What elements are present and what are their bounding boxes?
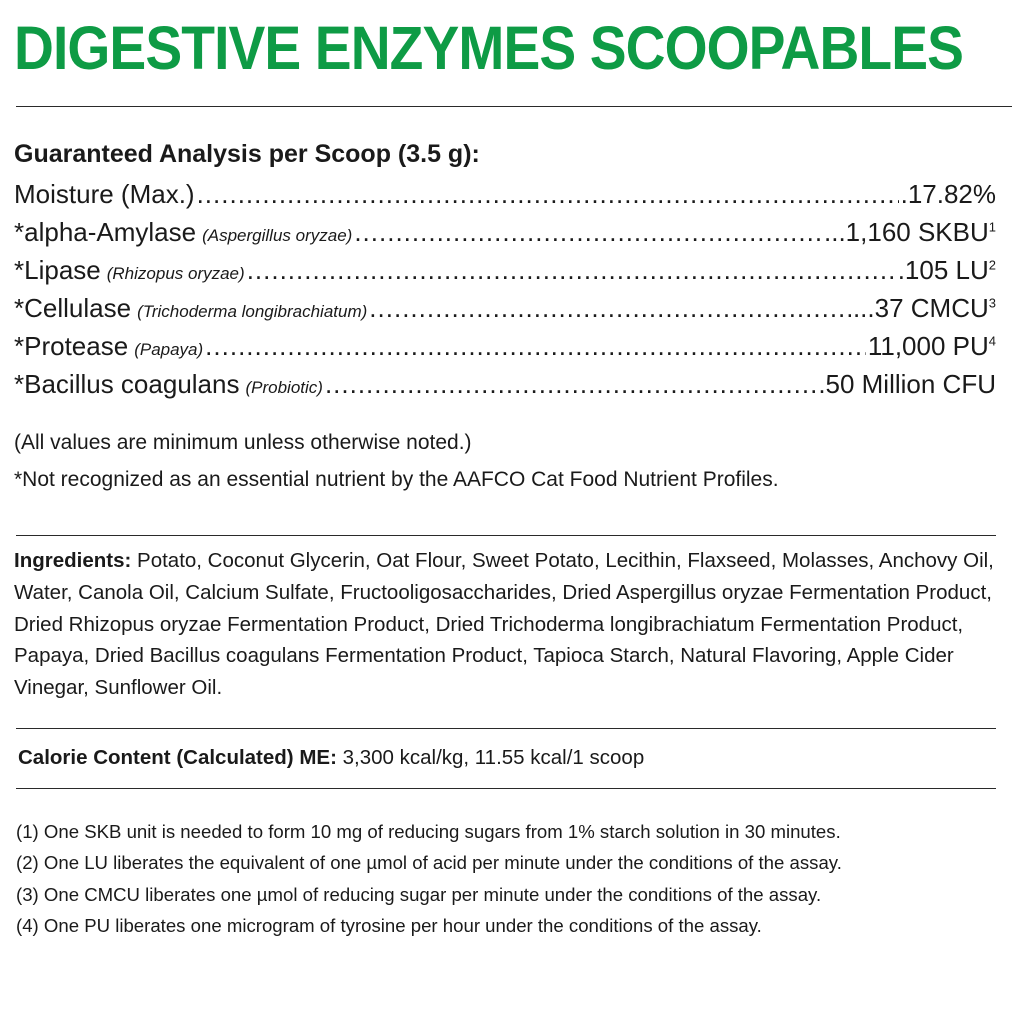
- footnote-item: (1) One SKB unit is needed to form 10 mg of reducing sugars from 1% starch solution in 30 minutes.: [16, 821, 841, 842]
- calorie-label: Calorie Content (Calculated) ME:: [18, 746, 337, 769]
- analysis-value: .17.82%: [900, 179, 996, 209]
- analysis-value-text: .105 LU: [897, 255, 989, 285]
- analysis-value-text: ...37 CMCU: [852, 293, 989, 323]
- analysis-name: *Cellulase: [14, 293, 132, 323]
- footnote-item: (4) One PU liberates one microgram of tyrosine per hour under the conditions of the assay.: [16, 914, 762, 936]
- footnotes-list: [16, 816, 1016, 941]
- analysis-name: *Protease: [14, 331, 129, 361]
- note-minimum-values: (All values are minimum unless otherwise noted.): [14, 431, 472, 454]
- analysis-source: (Trichoderma longibrachiatum): [137, 302, 368, 321]
- analysis-value-text: ...1,160 SKBU: [824, 217, 989, 247]
- divider-top: [16, 106, 1012, 107]
- note-aafco: *Not recognized as an essential nutrient by the AAFCO Cat Food Nutrient Profiles.: [14, 468, 779, 491]
- analysis-source: (Papaya): [134, 340, 204, 359]
- analysis-source: (Probiotic): [245, 378, 323, 397]
- ingredients-block: [14, 545, 1004, 704]
- analysis-name: *Bacillus coagulans: [14, 369, 240, 399]
- analysis-heading: Guaranteed Analysis per Scoop (3.5 g):: [14, 140, 480, 168]
- analysis-row-protease: [14, 327, 996, 365]
- analysis-row-moisture: [14, 175, 996, 213]
- analysis-source: (Rhizopus oryzae): [106, 264, 245, 283]
- analysis-value: 50 Million CFU: [825, 369, 996, 399]
- footnote-item: (3) One CMCU liberates one µmol of reducing sugar per minute under the conditions of the assay.: [16, 883, 822, 905]
- dot-leader: [247, 251, 896, 289]
- dot-leader: [369, 289, 851, 327]
- footnote-ref: 1: [988, 219, 996, 235]
- dot-leader: [197, 175, 899, 213]
- dot-leader: [354, 213, 822, 251]
- ingredients-text: Potato, Coconut Glycerin, Oat Flour, Sweet Potato, Lecithin, Flaxseed, Molasses, Anchovy Oil, Water, Canola Oil, Calcium Sulfate, Fructooligosaccharides, Dried Aspergillus oryzae Fermentation Product, Dried Rhizopus oryzae Fermentation Product, Dried Trichoderma longibrachiatum Fermentation Product, Papaya, Dried Bacillus coagulans Fermentation Product, Tapioca Starch, Natural Flavoring, Apple Cider Vinegar, Sunflower Oil.: [14, 549, 994, 700]
- analysis-row-alpha-amylase: [14, 213, 996, 251]
- analysis-row-lipase: [14, 251, 996, 289]
- analysis-value: [853, 289, 996, 327]
- footnote-ref: 4: [988, 333, 996, 349]
- page-title: DIGESTIVE ENZYMES SCOOPABLES: [14, 14, 964, 82]
- calorie-content: [18, 744, 644, 772]
- analysis-value: [898, 251, 996, 289]
- analysis-name: *alpha-Amylase: [14, 217, 197, 247]
- divider-analysis: [16, 535, 996, 536]
- divider-calorie: [16, 788, 996, 789]
- analysis-row-cellulase: [14, 289, 996, 327]
- analysis-source: (Aspergillus oryzae): [202, 226, 353, 245]
- analysis-value: [824, 213, 996, 251]
- ingredients-label: Ingredients:: [14, 549, 132, 572]
- footnote-ref: 3: [988, 295, 996, 311]
- footnote-item: (2) One LU liberates the equivalent of one µmol of acid per minute under the conditions of the assay.: [16, 852, 842, 874]
- guaranteed-analysis-list: [14, 175, 996, 403]
- divider-ingredients: [16, 728, 996, 729]
- analysis-name: Moisture (Max.): [14, 179, 195, 209]
- footnote-ref: 2: [988, 257, 996, 273]
- calorie-value: 3,300 kcal/kg, 11.55 kcal/1 scoop: [336, 746, 645, 769]
- analysis-value: [868, 327, 996, 365]
- dot-leader: [325, 365, 824, 403]
- analysis-value-text: 11,000 PU: [867, 331, 989, 361]
- analysis-row-bacillus-coagulans: [14, 365, 996, 403]
- dot-leader: [205, 327, 866, 365]
- analysis-name: *Lipase: [14, 255, 101, 285]
